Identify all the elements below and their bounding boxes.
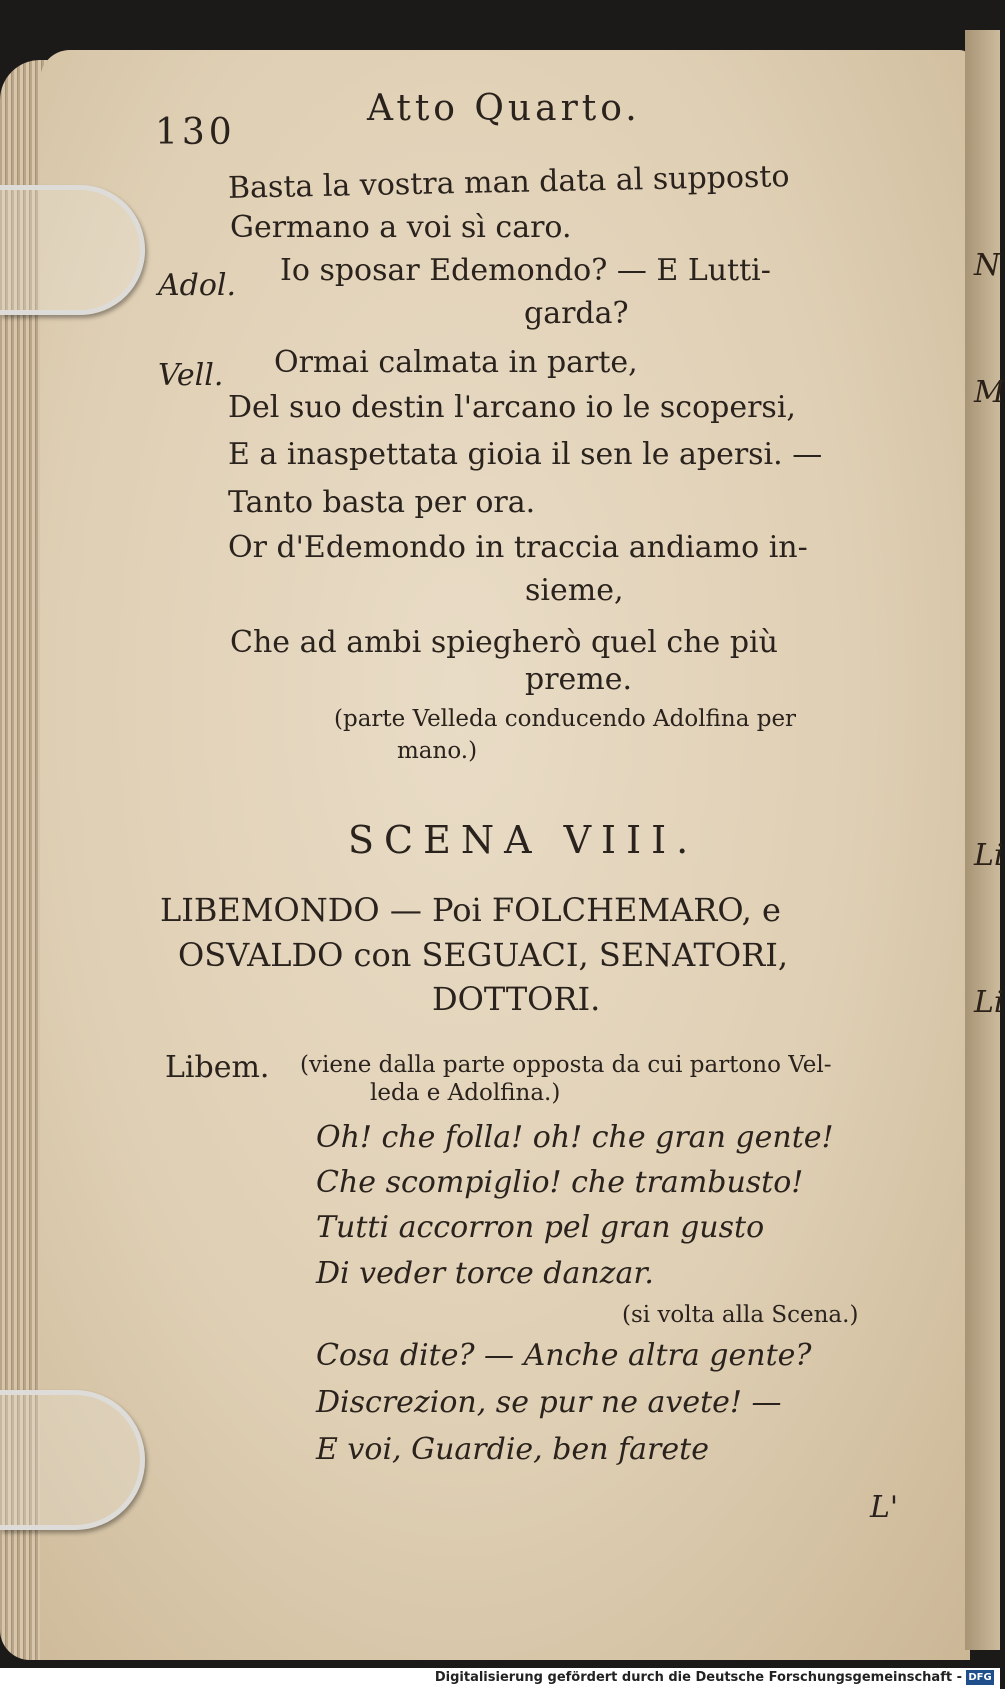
stage-direction: (si volta alla Scena.)	[622, 1302, 859, 1328]
verse-line: Ormai calmata in parte,	[274, 345, 638, 380]
verse-line: Oh! che folla! oh! che gran gente!	[316, 1120, 834, 1155]
verse-line: garda?	[524, 296, 629, 331]
speaker-label: Adol.	[158, 268, 237, 303]
speaker-label: Vell.	[158, 358, 224, 393]
stage-direction: (parte Velleda conducendo Adolfina per	[334, 706, 797, 732]
page-number: 130	[155, 112, 236, 153]
verse-line: Tanto basta per ora.	[228, 485, 536, 520]
footer-text: Digitalisierung gefördert durch die Deutsche Forschungsgemeinschaft -	[434, 1670, 962, 1685]
digitization-footer	[0, 1668, 1000, 1689]
verse-line: Che ad ambi spiegherò quel che più	[230, 625, 778, 660]
verse-line: preme.	[525, 662, 633, 697]
dfg-logo-icon: DFG	[966, 1670, 994, 1685]
catchword: L'	[870, 1490, 899, 1525]
stage-direction: (viene dalla parte opposta da cui partono Vel-	[300, 1052, 832, 1078]
verse-line: Germano a voi sì caro.	[230, 210, 572, 245]
verse-line: E voi, Guardie, ben farete	[316, 1432, 709, 1467]
stage-direction: leda e Adolfina.)	[370, 1080, 561, 1106]
facing-page-fragment: N	[974, 248, 1001, 283]
facing-page-fragment: Li	[974, 838, 1004, 873]
verse-line: Discrezion, se pur ne avete! —	[316, 1385, 782, 1420]
character-list: OSVALDO con SEGUACI, SENATORI,	[178, 936, 789, 974]
character-list: DOTTORI.	[432, 980, 601, 1018]
paper-clip	[0, 1390, 145, 1530]
running-title: Atto Quarto.	[367, 88, 641, 129]
verse-line: Cosa dite? — Anche altra gente?	[316, 1338, 812, 1373]
verse-line: Or d'Edemondo in traccia andiamo in-	[228, 530, 808, 565]
verse-line: Basta la vostra man data al supposto	[227, 159, 790, 206]
paper-clip	[0, 185, 145, 315]
verse-line: Di veder torce danzar.	[316, 1256, 654, 1291]
speaker-label: Libem.	[165, 1050, 270, 1085]
character-list: LIBEMONDO — Poi FOLCHEMARO, e	[160, 891, 781, 929]
verse-line: sieme,	[525, 573, 624, 608]
verse-line: Del suo destin l'arcano io le scopersi,	[228, 390, 796, 425]
verse-line: Che scompiglio! che trambusto!	[316, 1165, 804, 1200]
verse-line: E a inaspettata gioia il sen le apersi. —	[228, 437, 823, 472]
stage-direction: mano.)	[397, 738, 478, 764]
facing-page-fragment: M	[974, 375, 1005, 410]
verse-line: Tutti accorron pel gran gusto	[316, 1210, 765, 1245]
facing-page-fragment: Li	[974, 985, 1004, 1020]
scene-title: SCENA VIII.	[348, 818, 699, 862]
verse-line: Io sposar Edemondo? — E Lutti-	[280, 253, 771, 288]
